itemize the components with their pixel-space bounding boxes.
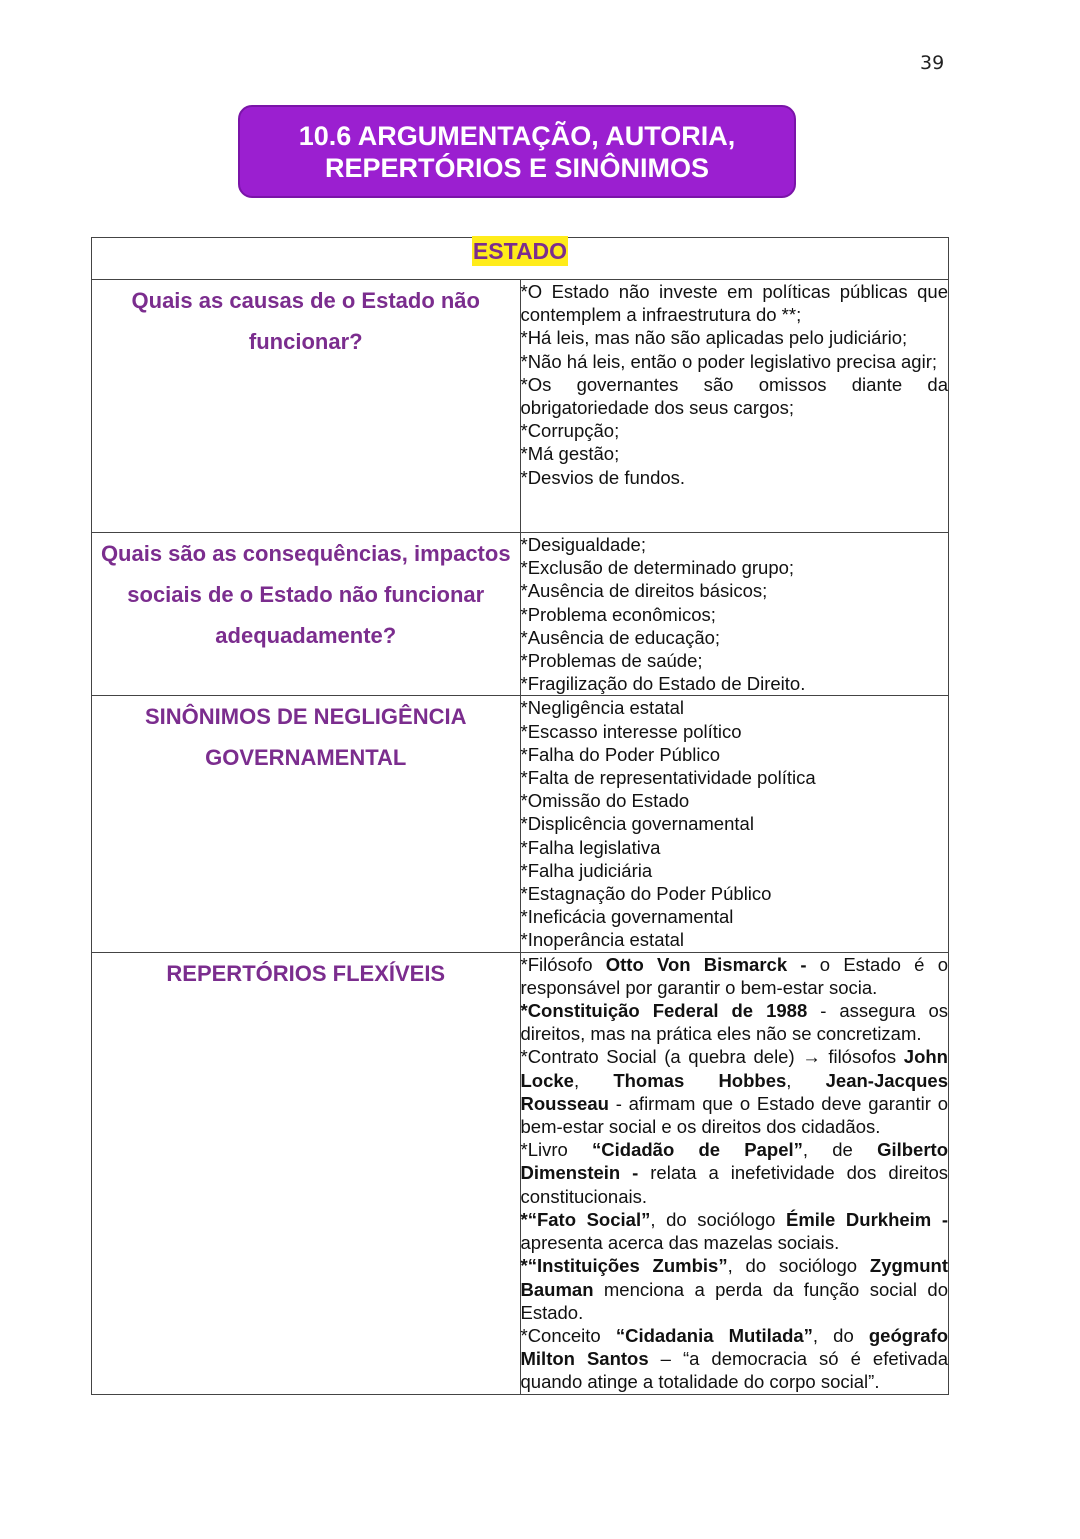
- entry-text: , de: [802, 1139, 878, 1161]
- list-item: *Problemas de saúde;: [520, 650, 703, 672]
- list-item: *Desvios de fundos.: [520, 466, 686, 488]
- entry-author: “Cidadania Mutilada”: [615, 1324, 813, 1346]
- entry-author: *Constituição Federal de 1988: [520, 1000, 808, 1022]
- list-item: *Fragilização do Estado de Direito.: [520, 673, 806, 695]
- entry-text: – “a democracia só é efetivada quando atinge a totalidade do corpo social”.: [520, 1348, 948, 1393]
- list-item: *Falha do Poder Público: [520, 743, 721, 765]
- list-item: *Displicência governamental: [520, 813, 754, 835]
- entry-text: menciona a perda da função social do Estado.: [520, 1278, 948, 1323]
- entry-text: ,: [786, 1069, 826, 1091]
- question-cell: [92, 952, 521, 1394]
- repertoire-entry-cidadania-mutilada: [521, 1324, 949, 1394]
- question-text: SINÔNIMOS DE NEGLIGÊNCIA GOVERNAMENTAL: [145, 704, 467, 771]
- list-item: *Inoperância estatal: [520, 929, 685, 951]
- entry-text: - afirmam que o Estado deve garantir o bem-estar social e os direitos dos cidadãos.: [520, 1092, 948, 1138]
- list-item: *Há leis, mas não são aplicadas pelo judiciário;: [520, 327, 908, 349]
- entry-author: geógrafo Milton Santos: [520, 1324, 949, 1370]
- entry-author: Jean-Jacques Rousseau: [520, 1069, 948, 1114]
- question-text: Quais as causas de o Estado não funcionar?: [131, 288, 480, 354]
- table-header-label: ESTADO: [472, 238, 568, 264]
- repertoire-entry-bismarck: [521, 953, 949, 999]
- repertoire-entry-instituicoes-zumbis: [521, 1254, 949, 1324]
- list-item: *Omissão do Estado: [520, 790, 690, 812]
- entry-author: “Cidadão de Papel”: [592, 1139, 803, 1161]
- repertoire-entry-constituicao: [521, 999, 949, 1045]
- list-item: *Os governantes são omissos diante da obrigatoriedade dos seus cargos;: [520, 373, 948, 419]
- list-item: *Corrupção;: [520, 420, 620, 442]
- list-item: *O Estado não investe em políticas públicas que contemplem a infraestrutura do **;: [520, 281, 948, 326]
- repertoire-entry-cidadao-de-papel: [521, 1138, 949, 1208]
- entry-text: *Contrato Social (a quebra dele) → filósofos: [520, 1046, 904, 1068]
- entry-text: *Livro: [520, 1139, 593, 1161]
- answer-cell: [520, 696, 949, 952]
- list-item: *Negligência estatal: [520, 697, 685, 719]
- list-item: *Estagnação do Poder Público: [520, 883, 772, 905]
- answer-cell: [520, 952, 949, 1394]
- entry-text: , do sociólogo: [650, 1208, 786, 1230]
- entry-author: Otto Von Bismarck -: [605, 953, 807, 975]
- table-row: [92, 952, 949, 1394]
- table-header-cell: [92, 238, 949, 280]
- entry-text: apresenta acerca das mazelas sociais.: [520, 1232, 840, 1254]
- list-item: *Exclusão de determinado grupo;: [520, 557, 795, 579]
- entry-author: Zygmunt Bauman: [520, 1255, 948, 1300]
- repertoire-entry-fato-social: [521, 1208, 949, 1254]
- entry-text: , do: [812, 1324, 869, 1346]
- section-title-banner: [238, 105, 796, 198]
- list-item: *Problema econômicos;: [520, 603, 716, 625]
- list-item: *Falha judiciária: [520, 859, 653, 881]
- question-text: Quais são as consequências, impactos sociais de o Estado não funcionar adequadamente?: [100, 541, 511, 648]
- entry-text: - assegura os direitos, mas na prática eles não se concretizam.: [520, 1000, 948, 1045]
- table-row: [92, 533, 949, 696]
- list-item: *Ineficácia governamental: [520, 906, 734, 928]
- entry-text: *Filósofo: [520, 953, 606, 975]
- entry-text: ,: [573, 1069, 614, 1091]
- entry-author: *“Fato Social”: [520, 1208, 651, 1230]
- question-cell: [92, 533, 521, 696]
- question-text: REPERTÓRIOS FLEXÍVEIS: [166, 960, 446, 986]
- page-number: 39: [920, 52, 945, 74]
- list-item: *Não há leis, então o poder legislativo precisa agir;: [520, 350, 937, 372]
- table-header-row: [92, 238, 949, 280]
- repertoire-entry-contrato-social: [521, 1045, 949, 1138]
- entry-author: Émile Durkheim -: [785, 1208, 948, 1230]
- entry-author: Thomas Hobbes: [613, 1069, 787, 1091]
- answer-cell: [520, 533, 949, 696]
- entry-author: Gilberto Dimenstein -: [520, 1139, 948, 1184]
- list-item: *Escasso interesse político: [520, 720, 742, 742]
- list-item: *Ausência de direitos básicos;: [520, 580, 768, 602]
- question-cell: [92, 696, 521, 952]
- section-title-line-2: REPERTÓRIOS E SINÔNIMOS: [324, 152, 710, 183]
- section-title-line-1: 10.6 ARGUMENTAÇÃO, AUTORIA,: [298, 120, 736, 151]
- estado-table: [91, 237, 949, 1395]
- entry-text: o Estado é o responsável por garantir o bem-estar socia.: [520, 953, 948, 998]
- list-item: *Falha legislativa: [520, 836, 661, 858]
- table-row: [92, 280, 949, 533]
- question-cell: [92, 280, 521, 533]
- list-item: *Falta de representatividade política: [520, 767, 816, 789]
- table-row: [92, 696, 949, 952]
- entry-author: *“Instituições Zumbis”: [520, 1255, 728, 1277]
- entry-text: *Conceito: [520, 1324, 616, 1346]
- list-item: *Ausência de educação;: [520, 626, 721, 648]
- list-item: *Desigualdade;: [520, 534, 646, 555]
- entry-text: relata a inefetividade dos direitos constitucionais.: [520, 1162, 948, 1207]
- answer-cell: [520, 280, 949, 533]
- entry-author: John Locke: [520, 1046, 948, 1091]
- list-item: *Má gestão;: [520, 443, 620, 465]
- entry-text: , do sociólogo: [727, 1255, 870, 1277]
